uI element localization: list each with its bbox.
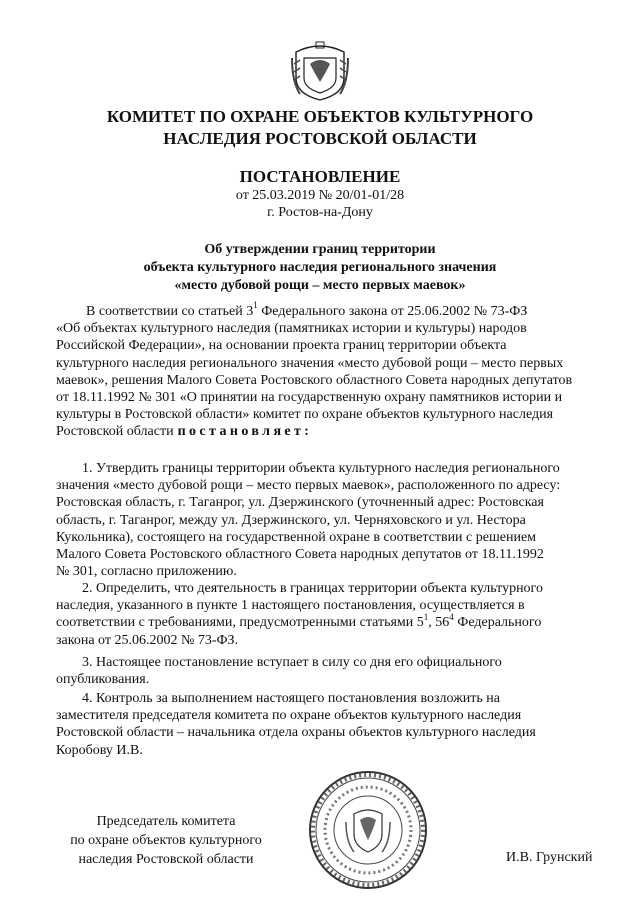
item-4-line-2: заместителя председателя комитета по охране объектов культурного наследия [56, 708, 522, 724]
document-subject [0, 241, 640, 295]
signatory-name: И.В. Грунский [506, 850, 593, 865]
item-2-line-4: закона от 25.06.2002 № 73-ФЗ. [56, 632, 239, 648]
item-4-line-3: Ростовской области – начальника отдела охраны объектов культурного наследия [56, 725, 536, 741]
signatory-title-line-1: Председатель комитета [96, 814, 236, 829]
item-1-line-5: Кукольника), состоящего на государственной охране в соответствии с решением [56, 529, 537, 545]
preamble-line-7: культуры в Ростовской области» комитет по охране объектов культурного наследия [56, 407, 554, 423]
item-1-line-2: значения «место дубовой рощи – место первых маевок», расположенного по адресу: [56, 478, 561, 494]
item-1-line-1: 1. Утвердить границы территории объекта культурного наследия регионального [82, 461, 560, 476]
preamble-paragraph [56, 300, 612, 441]
decree-keyword: постановляет: [177, 424, 313, 440]
preamble-line-4: культурного наследия регионального значения «место дубовой рощи – место первых [56, 355, 564, 371]
item-3-line-2: опубликования. [56, 672, 150, 688]
committee-name [0, 106, 640, 150]
item-1-line-4: область, г. Таганрог, между ул. Дзержинского, ул. Черняховского и ул. Нестора [56, 512, 526, 528]
preamble-line-8: Ростовской области постановляет: [56, 424, 313, 440]
document-city: г. Ростов-на-Дону [267, 205, 373, 220]
document-type: ПОСТАНОВЛЕНИЕ [239, 167, 401, 186]
signatory-title-line-3: наследия Ростовской области [78, 852, 254, 867]
item-4-line-4: Коробову И.В. [56, 742, 143, 758]
preamble-line-5: маевок», решения Малого Совета Ростовского областного Совета народных депутатов [56, 372, 573, 388]
preamble-line-1 [56, 300, 612, 320]
item-2-line-3 [56, 611, 612, 631]
item-1-line-3: Ростовская область, г. Таганрог, ул. Дзержинского (уточненный адрес: Ростовская [56, 495, 544, 511]
item-2-line-2: наследия, указанного в пункте 1 настоящего постановления, осуществляется в [56, 598, 525, 614]
item-1-paragraph [56, 460, 612, 580]
item-4-paragraph [56, 690, 612, 759]
item-3-paragraph [56, 654, 612, 688]
preamble-line-3: Российской Федерации», на основании проекта границ территории объекта [56, 338, 507, 354]
preamble-line-2: «Об объектах культурного наследия (памятниках истории и культуры) народов [56, 321, 527, 337]
document-date-number: от 25.03.2019 № 20/01-01/28 [235, 188, 405, 203]
item-1-line-7: № 301, согласно приложению. [56, 564, 237, 580]
item-2-line-1: 2. Определить, что деятельность в границах территории объекта культурного [82, 581, 543, 596]
official-seal-icon [306, 768, 430, 892]
item-1-line-6: Малого Совета Ростовского областного Совета народных депутатов от 18.11.1992 [56, 547, 544, 563]
preamble-line-6: от 18.11.1992 № 301 «О принятии на государственную охрану памятников истории и [56, 390, 563, 406]
signatory-title-line-2: по охране объектов культурного [70, 833, 262, 848]
committee-line-2: НАСЛЕДИЯ РОСТОВСКОЙ ОБЛАСТИ [163, 129, 477, 148]
coat-of-arms-icon [290, 38, 350, 102]
committee-line-1: КОМИТЕТ ПО ОХРАНЕ ОБЪЕКТОВ КУЛЬТУРНОГО [106, 107, 534, 126]
text-fragment: В соответствии со статьей $3^1$ Федерального закона от 25.06.2002 № 73-ФЗ [86, 300, 528, 319]
text-fragment: соответствии с требованиями, предусмотренными статьями $5^1$, $56^4$ Федерального [56, 611, 542, 631]
item-2-paragraph [56, 580, 612, 649]
subject-line-2: объекта культурного наследия регионального значения [143, 260, 497, 275]
item-3-line-1: 3. Настоящее постановление вступает в силу со дня его официального [82, 655, 502, 670]
subject-line-3: «место дубовой рощи – место первых маевок» [174, 278, 466, 293]
subject-line-1: Об утверждении границ территории [204, 242, 436, 257]
signatory-title [56, 812, 276, 869]
item-4-line-1: 4. Контроль за выполнением настоящего постановления возложить на [82, 691, 500, 706]
